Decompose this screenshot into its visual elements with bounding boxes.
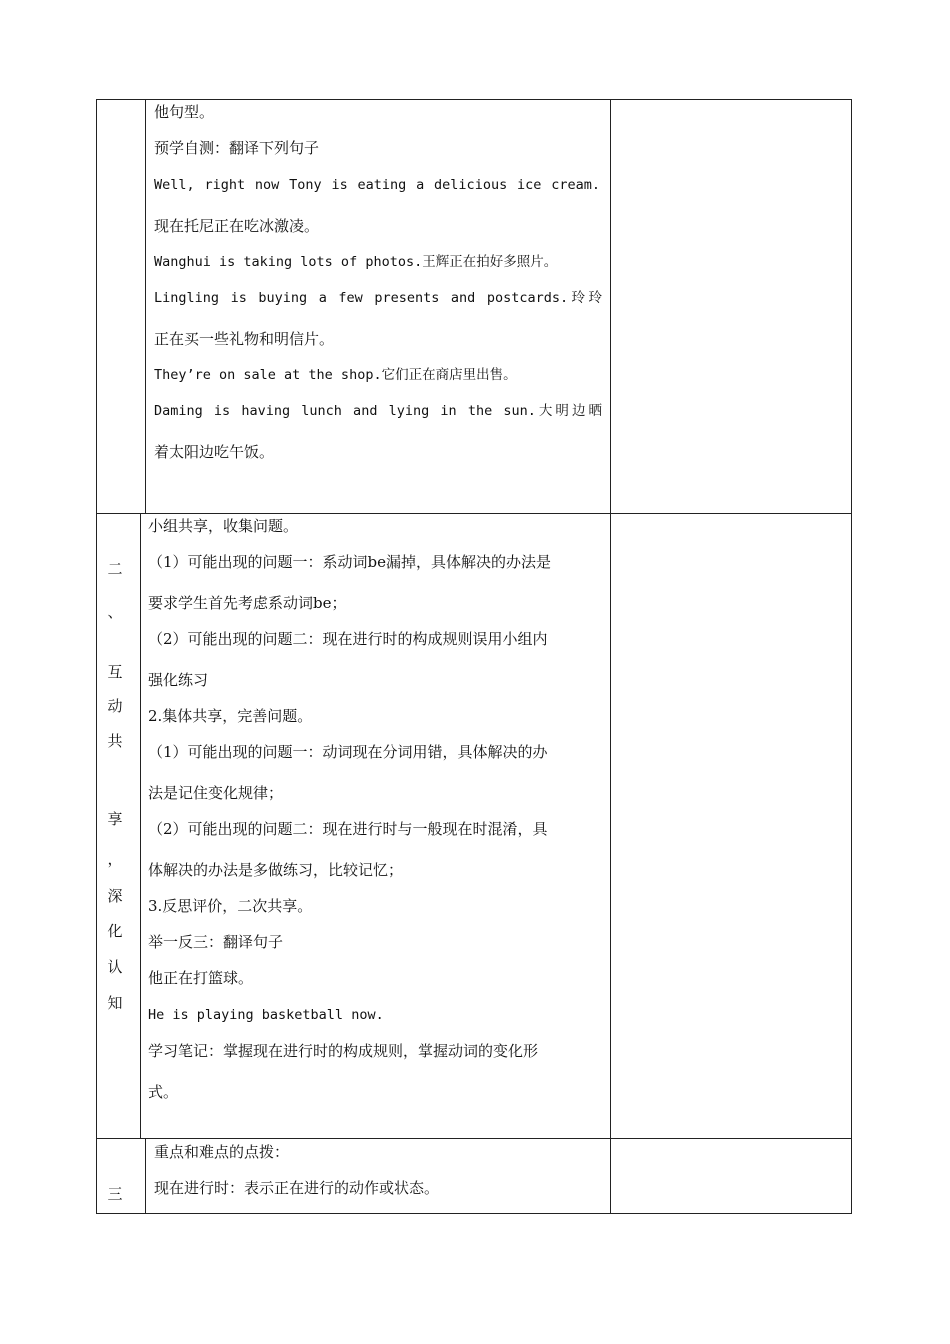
section-char: ，	[107, 850, 123, 868]
text-line: 重点和难点的点拨：	[154, 1143, 290, 1161]
text-line: 式。	[148, 1083, 179, 1101]
text-line: 现在托尼正在吃冰激凌。	[154, 217, 320, 235]
text-line: 着太阳边吃午饭。	[154, 443, 275, 461]
text-line: （1）可能出现的问题一：动词现在分词用错，具体解决的办	[148, 743, 548, 761]
text-line: 2.集体共享，完善问题。	[148, 707, 313, 725]
section-char: 动	[107, 697, 123, 715]
text-line: （2）可能出现的问题二：现在进行时与一般现在时混淆，具	[148, 820, 548, 838]
text-line: 要求学生首先考虑系动词be；	[148, 594, 347, 612]
col-divider	[145, 99, 146, 514]
section-char: 认	[107, 958, 123, 976]
col-divider	[610, 99, 611, 1214]
text-line: Lingling is buying a few presents and postcards.玲玲	[154, 290, 602, 306]
section-char: 三	[107, 1185, 123, 1203]
table-left-border	[96, 99, 97, 1214]
table-right-border	[851, 99, 852, 1214]
section-char: 深	[107, 887, 123, 905]
text-line: 强化练习	[148, 671, 209, 689]
section-char: 共	[107, 732, 123, 750]
text-line: He is playing basketball now.	[148, 1007, 384, 1023]
text-line: 学习笔记：掌握现在进行时的构成规则，掌握动词的变化形	[148, 1042, 539, 1060]
text-line: 现在进行时：表示正在进行的动作或状态。	[154, 1179, 440, 1197]
section-char: 、	[107, 603, 123, 621]
text-line: 法是记住变化规律；	[148, 784, 284, 802]
text-line: 3.反思评价，二次共享。	[148, 897, 313, 915]
section-char: 二	[107, 560, 123, 578]
text-line: 他正在打篮球。	[148, 969, 254, 987]
text-line: 举一反三：翻译句子	[148, 933, 284, 951]
col-divider	[140, 513, 141, 1139]
row-divider	[96, 1138, 852, 1139]
section-char: 化	[107, 922, 123, 940]
section-char: 知	[107, 994, 123, 1012]
text-line: Wanghui is taking lots of photos.王辉正在拍好多照片。	[154, 254, 558, 270]
text-line: They’re on sale at the shop.它们正在商店里出售。	[154, 367, 517, 383]
section-char: 互	[107, 663, 123, 681]
text-line: （1）可能出现的问题一：系动词be漏掉，具体解决的办法是	[148, 553, 552, 571]
text-line: （2）可能出现的问题二：现在进行时的构成规则误用小组内	[148, 630, 548, 648]
text-line: 小组共享，收集问题。	[148, 517, 299, 535]
text-line: 体解决的办法是多做练习，比较记忆；	[148, 861, 404, 879]
text-line: Daming is having lunch and lying in the sun.大明边晒	[154, 403, 602, 419]
text-line: 他句型。	[154, 103, 215, 121]
row-divider	[96, 513, 852, 514]
section-char: 享	[107, 810, 123, 828]
table-top-border	[96, 99, 852, 100]
text-line: 预学自测：翻译下列句子	[154, 139, 320, 157]
text-line: Well, right now Tony is eating a delicious ice cream.	[154, 177, 600, 193]
text-line: 正在买一些礼物和明信片。	[154, 330, 335, 348]
table-bottom-border	[96, 1213, 852, 1214]
col-divider	[145, 1138, 146, 1214]
